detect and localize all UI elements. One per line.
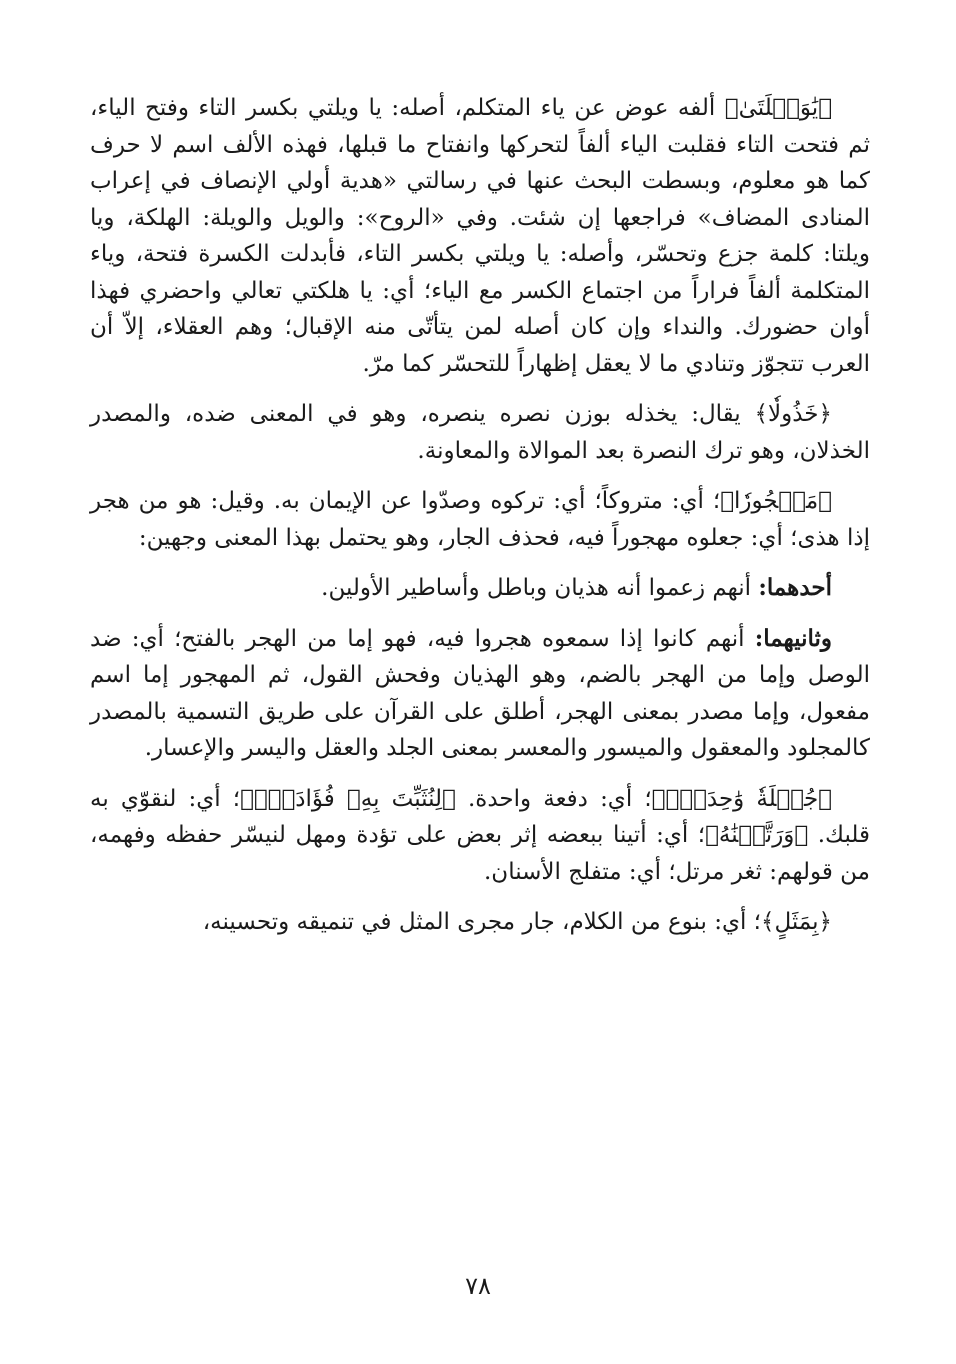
paragraph-yawaylata — [90, 90, 870, 382]
paragraph-text: أنهم زعموا أنه هذيان وباطل وأساطير الأولين. — [321, 575, 759, 601]
paragraph-first-meaning — [90, 570, 870, 607]
bold-lead: أحدهما: — [758, 574, 832, 601]
paragraph-khadhula — [90, 396, 870, 469]
paragraph-text: ؛ أي: لنقوّي به قلبك. — [90, 785, 870, 848]
paragraph-second-meaning — [90, 621, 870, 767]
quran-term: ﴿جُمۡلَةٗ وَٰحِدَةٗۚ﴾ — [651, 785, 832, 812]
paragraph-text: ؛ أي: بنوع من الكلام، جار مجرى المثل في تنميقه وتحسينه، — [202, 909, 761, 935]
quran-term: ﴿بِمَثَلٍ﴾ — [760, 909, 832, 935]
paragraph-jumlatan — [90, 781, 870, 891]
quran-term: ﴿يَٰوَيۡلَتَىٰ﴾ — [724, 95, 832, 121]
page-number: ٧٨ — [465, 1272, 491, 1300]
paragraph-mahjura — [90, 483, 870, 556]
paragraph-text: ؛ أي: أتينا ببعضه إثر بعض على تؤدة ومهل لنيسّر حفظه وفهمه، من قولهم: ثغر مرتل؛ أي: متفلج الأسنان. — [90, 822, 870, 885]
paragraph-text: يقال: يخذله بوزن نصره ينصره، وهو في المعنى ضده، والمصدر الخذلان، وهو ترك النصرة بعد الموالاة والمعاونة. — [90, 401, 870, 464]
paragraph-bimathal — [90, 904, 870, 941]
paragraph-text: أنهم كانوا إذا سمعوه هجروا فيه، فهو إما من الهجر بالفتح؛ أي: ضد الوصل وإما من الهجر بالضم، وهو الهذيان وفحش القول، ثم المهجور إما اسم مفعول، وإما مصدر بمعنى الهجر، أطلق على القرآن على طريق التسمية بالمصدر كالمجلود والمعقول والميسور والمعسر بمعنى الجلد والعقل واليسر والإعسار. — [90, 625, 870, 761]
page-body — [90, 90, 870, 953]
quran-term: ﴿وَرَتَّلۡنَٰهُ﴾ — [705, 822, 809, 848]
bold-lead: وثانيهما: — [754, 624, 832, 652]
paragraph-text: ألفه عوض عن ياء المتكلم، أصله: يا ويلتي بكسر التاء وفتح الياء، ثم فتحت التاء فقلبت الياء ألفاً لتحركها وانفتاح ما قبلها، فهذه الألف اسم لا حرف كما هو معلوم، وبسطت البحث عنها في رسالتي «هدية أولي الإنصاف في إعراب المنادى المضاف» فراجعها إن شئت. وفي «الروح»: والويل والويلة: الهلكة، ويا ويلتا: كلمة جزع وتحسّر، وأصله: يا ويلتي بكسر التاء، فأبدلت الكسرة فتحة، وياء المتكلمة ألفاً فراراً من اجتماع الكسر مع الياء؛ أي: يا هلكتي تعالي واحضري فهذا أوان حضورك. والنداء وإن كان أصله لمن يتأتّى منه الإقبال؛ وهم العقلاء، إلاّ أن العرب تتجوّز وتنادي ما لا يعقل إظهاراً للتحسّر كما مرّ. — [90, 95, 870, 377]
paragraph-text: ؛ أي: دفعة واحدة. — [455, 785, 652, 812]
quran-term: ﴿لِنُثَبِّتَ بِهِۦ فُؤَادَكَۖ﴾ — [240, 785, 456, 812]
quran-term: ﴿خَذُولٗا﴾ — [754, 401, 832, 427]
paragraph-text: ؛ أي: متروكاً؛ أي: تركوه وصدّوا عن الإيمان به. وقيل: هو من هجر إذا هذى؛ أي: جعلوه مهجوراً فيه، فحذف الجار، وهو يحتمل بهذا المعنى وجهين: — [90, 488, 870, 551]
quran-term: ﴿مَهۡجُورٗا﴾ — [720, 488, 832, 514]
